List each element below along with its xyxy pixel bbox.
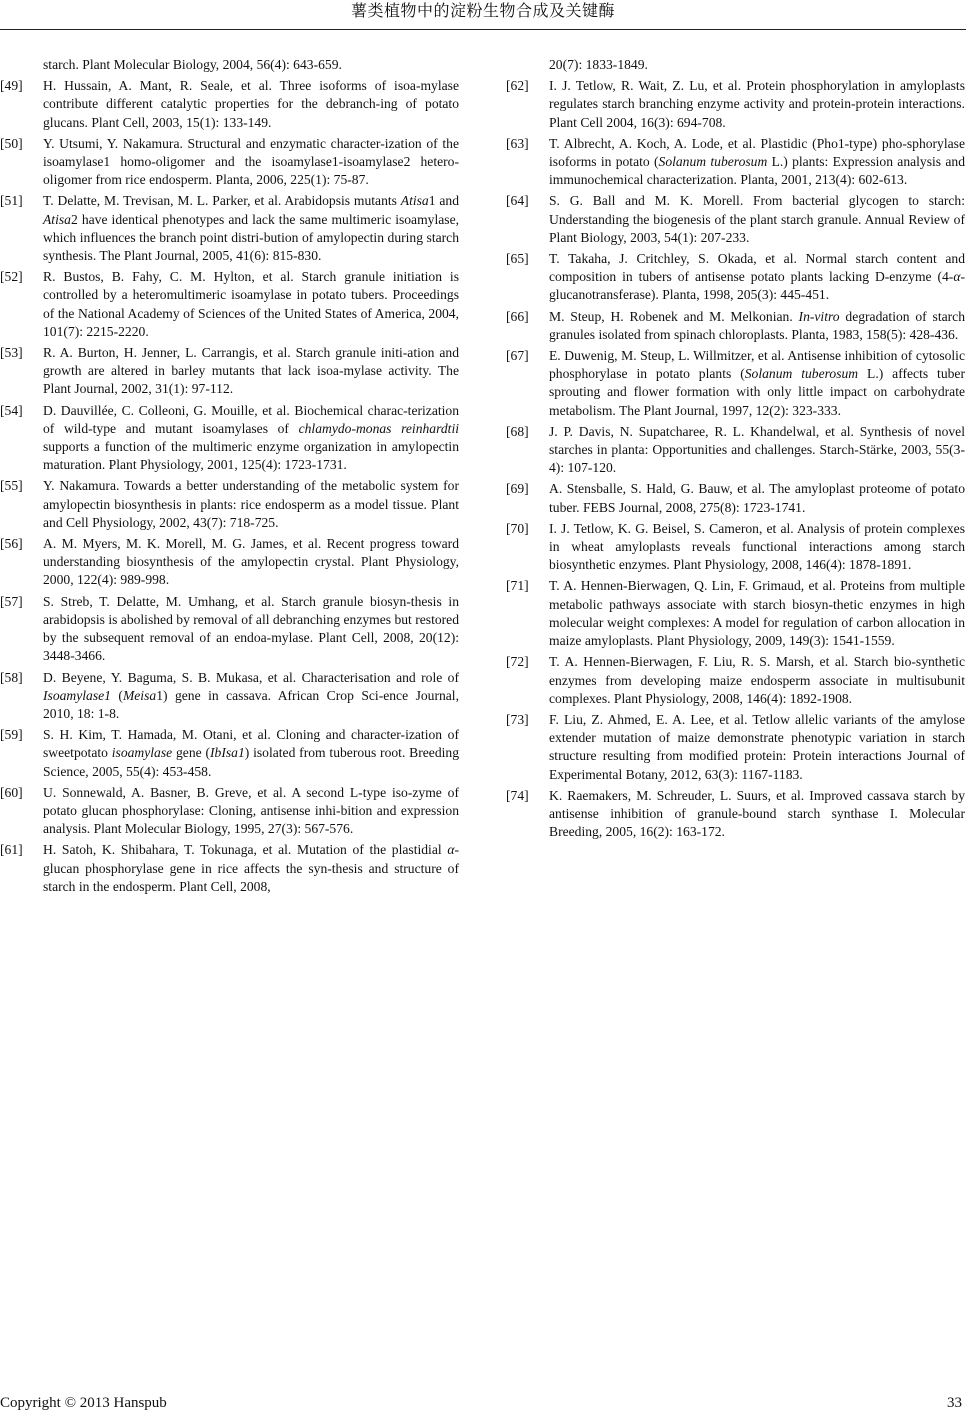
reference-text: A. M. Myers, M. K. Morell, M. G. James, et al. Recent progress toward understanding biosynthesis of the amylopectin crystal. Plant Physiology, 2000, 122(4): 989-998. xyxy=(43,536,459,588)
reference-entry xyxy=(0,77,459,132)
reference-number: [63] xyxy=(506,135,529,151)
reference-text: I. J. Tetlow, R. Wait, Z. Lu, et al. Protein phosphorylation in amyloplasts regulates starch branching enzyme activity and protein-protein interactions. Plant Cell 2004, 16(3): 694-708. xyxy=(549,78,965,130)
reference-text: K. Raemakers, M. Schreuder, L. Suurs, et al. Improved cassava starch by antisense inhibition of granule-bound starch synthase I. Molecular Breeding, 2005, 16(2): 163-172. xyxy=(549,787,965,840)
reference-text: E. Duwenig, M. Steup, L. Willmitzer, et al. Antisense inhibition of cytosolic phosphorylase in potato plants (Solanum tuberosum L.) affects tuber sprouting and flower formation with only little impact on carbohydrate metabolism. The Plant Journal, 1997, 12(2): 323-333. xyxy=(549,348,965,418)
reference-entry xyxy=(0,268,459,341)
reference-text: S. G. Ball and M. K. Morell. From bacterial glycogen to starch: Understanding the biogenesis of the plant starch granule. Annual Review of Plant Biology, 2003, 54(1): 207-233. xyxy=(549,193,965,245)
reference-text: S. Streb, T. Delatte, M. Umhang, et al. Starch granule biosyn-thesis in arabidopsis is abolished by removal of all debranching enzymes but restored by the subsequent removal of an endoa-mylase. Plant Cell, 2008, 20(12): 3448-3466. xyxy=(43,593,460,664)
reference-text: U. Sonnewald, A. Basner, B. Greve, et al. A second L-type iso-zyme of potato glucan phosphorylase: Cloning, antisense inhi-bition and expression analysis. Plant Molecular Biology, 1995, 27(3): 567-576. xyxy=(43,784,459,837)
reference-number: [70] xyxy=(506,520,529,536)
reference-number: [68] xyxy=(506,423,529,439)
reference-text: T. A. Hennen-Bierwagen, Q. Lin, F. Grimaud, et al. Proteins from multiple metabolic pathways associate with starch biosyn-thetic enzymes in high molecular weight complexes: A model for regulation of carbon allocation in maize amyloplasts. Plant Physiology, 2009, 149(3): 1541-1559. xyxy=(549,578,965,649)
reference-entry xyxy=(506,520,965,575)
reference-number: [61] xyxy=(0,842,23,858)
reference-number: [60] xyxy=(0,784,23,800)
reference-text: Y. Utsumi, Y. Nakamura. Structural and enzymatic character-ization of the isoamylase1 homo-oligomer and the isoamylase1-isoamylase2 hetero-oligomer from rice endosperm. Planta, 2006, 225(1): 75-87. xyxy=(43,135,459,188)
reference-text: R. A. Burton, H. Jenner, L. Carrangis, et al. Starch granule initi-ation and growth are altered in barley mutants that lack isoa-mylase activity. The Plant Journal, 2002, 31(1): 97-112. xyxy=(43,345,459,397)
reference-text: M. Steup, H. Robenek and M. Melkonian. In-vitro degradation of starch granules isolated from spinach chloroplasts. Planta, 1983, 158(5): 428-436. xyxy=(549,308,965,342)
reference-entry xyxy=(506,308,965,344)
reference-text: J. P. Davis, N. Supatcharee, R. L. Khandelwal, et al. Synthesis of novel starches in planta: Opportunities and challenges. Starch-Stärke, 2003, 55(3-4): 107-120. xyxy=(549,423,965,476)
reference-entry xyxy=(506,192,965,247)
reference-number: [69] xyxy=(506,481,529,497)
reference-continuation: 20(7): 1833-1849. xyxy=(549,57,648,72)
reference-text: Y. Nakamura. Towards a better understanding of the metabolic system for amylopectin biosynthesis in plants: rice endosperm as a model tissue. Plant and Cell Physiology, 2002, 43(7): 718-725. xyxy=(43,478,459,530)
reference-number: [62] xyxy=(506,78,529,94)
reference-list-left xyxy=(0,77,459,896)
reference-text: A. Stensballe, S. Hald, G. Bauw, et al. The amyloplast proteome of potato tuber. FEBS Journal, 2008, 275(8): 1723-1741. xyxy=(549,481,965,515)
reference-text: D. Dauvillée, C. Colleoni, G. Mouille, et al. Biochemical charac-terization of wild-type and mutant isoamylases of chlamydo-monas reinhardtii supports a function of the multimeric enzyme organization in amylopectin maturation. Plant Physiology, 2001, 125(4): 1723-1731. xyxy=(43,402,459,473)
reference-number: [51] xyxy=(0,193,23,209)
reference-entry xyxy=(0,402,459,475)
reference-text: R. Bustos, B. Fahy, C. M. Hylton, et al. Starch granule initiation is controlled by a heteromultimeric isoamylase in potato tubers. Proceedings of the National Academy of Sciences of the United States of America, 2004, 101(7): 2215-2220. xyxy=(43,269,459,339)
page-number: 33 xyxy=(947,1395,962,1411)
reference-column-left xyxy=(0,56,459,899)
reference-entry xyxy=(506,423,965,478)
reference-text: F. Liu, Z. Ahmed, E. A. Lee, et al. Tetlow allelic variants of the amylose extender mutation of maize demonstrate phenotypic variation in starch structure resulting from modified protein: Protein interactions Journal of Experimental Botany, 2012, 63(3): 1167-1183. xyxy=(549,711,965,782)
reference-number: [50] xyxy=(0,135,23,151)
running-header: 薯类植物中的淀粉生物合成及关键酶 xyxy=(350,3,615,20)
reference-text: I. J. Tetlow, K. G. Beisel, S. Cameron, et al. Analysis of protein complexes in wheat amyloplasts reveals functional interactions among starch biosynthetic enzymes. Plant Physiology, 2008, 146(4): 1878-1891. xyxy=(549,520,965,573)
copyright-notice: Copyright © 2013 Hanspub xyxy=(0,1395,167,1411)
reference-text: S. H. Kim, T. Hamada, M. Otani, et al. Cloning and character-ization of sweetpotato isoamylase gene (IbIsa1) isolated from tuberous root. Breeding Science, 2005, 55(4): 453-458. xyxy=(43,727,459,779)
reference-number: [73] xyxy=(506,711,529,727)
reference-number: [56] xyxy=(0,536,23,552)
reference-number: [49] xyxy=(0,78,23,94)
reference-number: [52] xyxy=(0,269,23,285)
reference-number: [65] xyxy=(506,251,529,267)
header-rule xyxy=(0,29,966,30)
reference-number: [55] xyxy=(0,478,23,494)
reference-number: [53] xyxy=(0,345,23,361)
reference-list-right xyxy=(506,77,965,841)
reference-text: H. Satoh, K. Shibahara, T. Tokunaga, et al. Mutation of the plastidial α-glucan phosphorylase gene in rice affects the syn-thesis and structure of starch in the endosperm. Plant Cell, 2008, xyxy=(43,842,459,894)
reference-entry xyxy=(0,477,459,532)
reference-entry xyxy=(506,135,965,190)
reference-text: T. Takaha, J. Critchley, S. Okada, et al. Normal starch content and composition in tubers of antisense potato plants lacking D-enzyme (4-α-glucanotransferase). Planta, 1998, 205(3): 445-451. xyxy=(549,251,965,303)
reference-number: [66] xyxy=(506,308,529,324)
reference-number: [71] xyxy=(506,578,529,594)
reference-continuation: starch. Plant Molecular Biology, 2004, 56(4): 643-659. xyxy=(43,57,342,72)
reference-entry xyxy=(506,711,965,784)
reference-entry xyxy=(0,535,459,590)
reference-entry xyxy=(0,593,459,666)
reference-entry xyxy=(506,347,965,420)
reference-number: [57] xyxy=(0,593,23,609)
reference-text: T. Delatte, M. Trevisan, M. L. Parker, et al. Arabidopsis mutants Atisa1 and Atisa2 have identical phenotypes and lack the same multimeric isoamylase, which influences the branch point distri-bution of amylopectin during starch synthesis. The Plant Journal, 2005, 41(6): 815-830. xyxy=(43,193,459,264)
reference-text: D. Beyene, Y. Baguma, S. B. Mukasa, et al. Characterisation and role of Isoamylase1 (Meisa1) gene in cassava. African Crop Sci-ence Journal, 2010, 18: 1-8. xyxy=(43,669,459,721)
reference-number: [72] xyxy=(506,654,529,670)
reference-entry xyxy=(506,787,965,842)
reference-number: [59] xyxy=(0,727,23,743)
reference-entry xyxy=(0,669,459,724)
reference-column-right xyxy=(506,56,965,844)
reference-text: T. Albrecht, A. Koch, A. Lode, et al. Plastidic (Pho1-type) pho-sphorylase isoforms in potato (Solanum tuberosum L.) plants: Expression analysis and immunochemical characterization. Planta, 2001, 213(4): 602-613. xyxy=(549,135,965,188)
reference-entry xyxy=(0,344,459,399)
reference-entry xyxy=(0,841,459,896)
reference-number: [58] xyxy=(0,669,23,685)
reference-number: [74] xyxy=(506,787,529,803)
reference-entry xyxy=(0,726,459,781)
reference-entry xyxy=(0,192,459,265)
reference-entry xyxy=(0,784,459,839)
reference-number: [54] xyxy=(0,402,23,418)
reference-entry xyxy=(0,135,459,190)
reference-entry xyxy=(506,480,965,516)
reference-number: [64] xyxy=(506,193,529,209)
reference-number: [67] xyxy=(506,348,529,364)
reference-entry xyxy=(506,250,965,305)
reference-entry xyxy=(506,77,965,132)
reference-text: H. Hussain, A. Mant, R. Seale, et al. Three isoforms of isoa-mylase contribute different catalytic properties for the debranch-ing of potato glucans. Plant Cell, 2003, 15(1): 133-149. xyxy=(43,78,459,130)
reference-entry xyxy=(506,577,965,650)
reference-text: T. A. Hennen-Bierwagen, F. Liu, R. S. Marsh, et al. Starch bio-synthetic enzymes from developing maize endosperm associate in multisubunit complexes. Plant Physiology, 2008, 146(4): 1892-1908. xyxy=(549,654,965,706)
reference-entry xyxy=(506,653,965,708)
